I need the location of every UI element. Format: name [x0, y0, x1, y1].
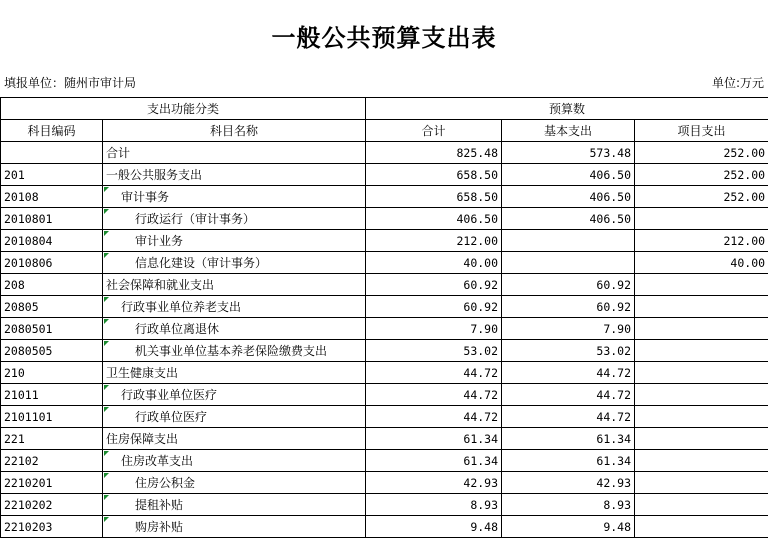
cell-name[interactable]: [103, 516, 366, 538]
cell-code[interactable]: [1, 340, 103, 362]
cell-total[interactable]: [366, 296, 502, 318]
table-row[interactable]: [1, 516, 768, 538]
cell-name-text: 行政事业单位医疗: [121, 388, 218, 402]
cell-project[interactable]: [635, 494, 768, 516]
cell-code-text: 22102: [4, 453, 39, 468]
cell-project[interactable]: [635, 406, 768, 428]
cell-project[interactable]: [635, 252, 768, 274]
cell-basic[interactable]: [502, 340, 635, 362]
cell-project[interactable]: [635, 318, 768, 340]
cell-total[interactable]: [366, 230, 502, 252]
cell-total[interactable]: [366, 274, 502, 296]
table-row[interactable]: [1, 252, 768, 274]
cell-basic-text: 42.93: [596, 475, 632, 490]
cell-name-text: 购房补贴: [135, 520, 184, 534]
cell-total[interactable]: [366, 208, 502, 230]
cell-name[interactable]: [103, 252, 366, 274]
cell-project-text: 252.00: [723, 167, 766, 182]
table-row[interactable]: [1, 164, 768, 186]
cell-total-text: 53.02: [463, 343, 499, 358]
cell-total-text: 60.92: [463, 299, 499, 314]
table-row[interactable]: [1, 230, 768, 252]
table-row[interactable]: [1, 450, 768, 472]
cell-comment-marker-icon: [104, 187, 109, 192]
cell-basic-text: 44.72: [596, 365, 632, 380]
cell-code[interactable]: [1, 318, 103, 340]
cell-comment-marker-icon: [104, 451, 109, 456]
cell-code[interactable]: [1, 362, 103, 384]
cell-total-text: 60.92: [463, 277, 499, 292]
cell-basic[interactable]: [502, 252, 635, 274]
cell-name-text: 住房改革支出: [121, 454, 194, 468]
cell-total-text: 7.90: [470, 321, 499, 336]
cell-comment-marker-icon: [104, 341, 109, 346]
cell-code-text: 208: [4, 277, 25, 292]
cell-project[interactable]: [635, 340, 768, 362]
cell-basic-text: 44.72: [596, 387, 632, 402]
cell-total[interactable]: [366, 450, 502, 472]
table-row[interactable]: [1, 472, 768, 494]
cell-total-text: 61.34: [463, 431, 499, 446]
table-row[interactable]: [1, 406, 768, 428]
cell-name-text: 信息化建设（审计事务）: [135, 256, 268, 270]
cell-total[interactable]: [366, 340, 502, 362]
cell-project[interactable]: [635, 230, 768, 252]
cell-basic[interactable]: [502, 208, 635, 230]
cell-name[interactable]: [103, 274, 366, 296]
cell-total[interactable]: [366, 142, 502, 164]
header-group-row: [1, 98, 768, 120]
cell-name[interactable]: [103, 384, 366, 406]
cell-code-text: 20805: [4, 299, 39, 314]
cell-code-text: 2010804: [4, 233, 53, 248]
cell-name[interactable]: [103, 494, 366, 516]
header-function-class: 支出功能分类: [1, 98, 366, 120]
cell-code[interactable]: [1, 384, 103, 406]
table-row[interactable]: [1, 208, 768, 230]
reporting-unit: 填报单位：随州市审计局: [4, 76, 137, 90]
cell-name[interactable]: [103, 362, 366, 384]
cell-basic[interactable]: [502, 296, 635, 318]
cell-project[interactable]: [635, 472, 768, 494]
cell-code[interactable]: [1, 296, 103, 318]
table-row[interactable]: [1, 494, 768, 516]
table-row[interactable]: [1, 340, 768, 362]
cell-comment-marker-icon: [104, 319, 109, 324]
cell-name-text: 机关事业单位基本养老保险缴费支出: [135, 344, 328, 358]
cell-basic-text: 44.72: [596, 409, 632, 424]
cell-basic[interactable]: [502, 516, 635, 538]
cell-basic-text: 61.34: [596, 453, 632, 468]
cell-code-text: 20108: [4, 189, 39, 204]
cell-basic-text: 8.93: [603, 497, 632, 512]
cell-total-text: 44.72: [463, 409, 499, 424]
cell-total[interactable]: [366, 384, 502, 406]
cell-code-text: 201: [4, 167, 25, 182]
money-unit: 单位:万元: [711, 76, 764, 90]
cell-basic[interactable]: [502, 186, 635, 208]
cell-basic-text: 61.34: [596, 431, 632, 446]
budget-table: [0, 97, 768, 538]
cell-basic[interactable]: [502, 230, 635, 252]
cell-code[interactable]: [1, 406, 103, 428]
cell-total[interactable]: [366, 318, 502, 340]
cell-basic-text: 60.92: [596, 299, 632, 314]
cell-name-text: 合计: [106, 146, 131, 160]
table-body: [1, 142, 768, 538]
table-row[interactable]: [1, 384, 768, 406]
cell-name[interactable]: [103, 472, 366, 494]
cell-name-text: 提租补贴: [135, 498, 184, 512]
cell-name-text: 社会保障和就业支出: [106, 278, 215, 292]
cell-total-text: 44.72: [463, 387, 499, 402]
cell-name[interactable]: [103, 208, 366, 230]
cell-code-text: 2080505: [4, 343, 53, 358]
cell-total[interactable]: [366, 362, 502, 384]
table-row[interactable]: [1, 186, 768, 208]
cell-basic-text: 406.50: [589, 167, 632, 182]
cell-code[interactable]: [1, 428, 103, 450]
cell-name[interactable]: [103, 340, 366, 362]
cell-code[interactable]: [1, 494, 103, 516]
cell-code-text: 2010806: [4, 255, 53, 270]
cell-name[interactable]: [103, 186, 366, 208]
table-row[interactable]: [1, 142, 768, 164]
cell-total-text: 44.72: [463, 365, 499, 380]
cell-code-text: 2080501: [4, 321, 53, 336]
cell-project[interactable]: [635, 296, 768, 318]
cell-basic[interactable]: [502, 142, 635, 164]
cell-project-text: 252.00: [723, 189, 766, 204]
cell-project-text: 252.00: [723, 145, 766, 160]
table-row[interactable]: [1, 274, 768, 296]
cell-total[interactable]: [366, 252, 502, 274]
cell-total-text: 61.34: [463, 453, 499, 468]
cell-name[interactable]: [103, 296, 366, 318]
page-title: 一般公共预算支出表: [271, 23, 497, 52]
cell-code-text: 210: [4, 365, 25, 380]
cell-name-text: 行政运行（审计事务）: [135, 212, 256, 226]
cell-comment-marker-icon: [104, 253, 109, 258]
cell-code-text: 2010801: [4, 211, 53, 226]
cell-project[interactable]: [635, 362, 768, 384]
cell-name-text: 卫生健康支出: [106, 366, 179, 380]
cell-comment-marker-icon: [104, 231, 109, 236]
cell-basic[interactable]: [502, 494, 635, 516]
header-project: 项目支出: [635, 120, 768, 142]
cell-project[interactable]: [635, 164, 768, 186]
cell-comment-marker-icon: [104, 517, 109, 522]
cell-name[interactable]: [103, 406, 366, 428]
cell-comment-marker-icon: [104, 407, 109, 412]
cell-basic[interactable]: [502, 384, 635, 406]
cell-total-text: 658.50: [456, 167, 499, 182]
table-row[interactable]: [1, 318, 768, 340]
cell-basic-text: 406.50: [589, 189, 632, 204]
cell-name[interactable]: [103, 318, 366, 340]
header-budget-amount: 预算数: [366, 98, 768, 120]
cell-code-text: 2210203: [4, 519, 53, 534]
cell-total-text: 42.93: [463, 475, 499, 490]
cell-code[interactable]: [1, 142, 103, 164]
cell-name-text: 行政单位离退休: [135, 322, 220, 336]
cell-project[interactable]: [635, 384, 768, 406]
cell-project[interactable]: [635, 142, 768, 164]
cell-code-text: 2210202: [4, 497, 53, 512]
cell-comment-marker-icon: [104, 297, 109, 302]
cell-total[interactable]: [366, 406, 502, 428]
cell-basic[interactable]: [502, 318, 635, 340]
cell-comment-marker-icon: [104, 495, 109, 500]
cell-total-text: 406.50: [456, 211, 499, 226]
cell-project[interactable]: [635, 208, 768, 230]
table-row[interactable]: [1, 362, 768, 384]
cell-code[interactable]: [1, 472, 103, 494]
cell-total[interactable]: [366, 516, 502, 538]
cell-project[interactable]: [635, 428, 768, 450]
cell-code-text: 221: [4, 431, 25, 446]
cell-code[interactable]: [1, 274, 103, 296]
cell-code[interactable]: [1, 186, 103, 208]
cell-comment-marker-icon: [104, 473, 109, 478]
cell-code-text: 21011: [4, 387, 39, 402]
cell-total-text: 9.48: [470, 519, 499, 534]
cell-total-text: 40.00: [463, 255, 499, 270]
cell-comment-marker-icon: [104, 209, 109, 214]
header-total: 合计: [366, 120, 502, 142]
cell-basic[interactable]: [502, 406, 635, 428]
cell-basic[interactable]: [502, 428, 635, 450]
cell-name-text: 一般公共服务支出: [106, 168, 203, 182]
cell-code[interactable]: [1, 450, 103, 472]
cell-basic[interactable]: [502, 472, 635, 494]
cell-project[interactable]: [635, 274, 768, 296]
cell-name-text: 住房公积金: [135, 476, 196, 490]
cell-total-text: 658.50: [456, 189, 499, 204]
cell-project-text: 40.00: [730, 255, 766, 270]
cell-basic-text: 9.48: [603, 519, 632, 534]
cell-code[interactable]: [1, 230, 103, 252]
cell-name[interactable]: [103, 450, 366, 472]
cell-basic-text: 7.90: [603, 321, 632, 336]
table-row[interactable]: [1, 428, 768, 450]
cell-total-text: 825.48: [456, 145, 499, 160]
cell-project-text: 212.00: [723, 233, 766, 248]
cell-name[interactable]: [103, 230, 366, 252]
cell-name-text: 行政事业单位养老支出: [121, 300, 242, 314]
cell-comment-marker-icon: [104, 385, 109, 390]
cell-name-text: 审计业务: [135, 234, 184, 248]
cell-basic-text: 53.02: [596, 343, 632, 358]
cell-project[interactable]: [635, 186, 768, 208]
cell-name-text: 审计事务: [121, 190, 170, 204]
cell-basic-text: 60.92: [596, 277, 632, 292]
cell-name[interactable]: [103, 428, 366, 450]
cell-name[interactable]: [103, 164, 366, 186]
cell-code[interactable]: [1, 164, 103, 186]
cell-code[interactable]: [1, 208, 103, 230]
header-basic: 基本支出: [502, 120, 635, 142]
cell-code-text: 2101101: [4, 409, 53, 424]
header-column-row: [1, 120, 768, 142]
cell-basic[interactable]: [502, 164, 635, 186]
cell-basic-text: 573.48: [589, 145, 632, 160]
cell-name[interactable]: [103, 142, 366, 164]
cell-project[interactable]: [635, 450, 768, 472]
cell-name-text: 行政单位医疗: [135, 410, 208, 424]
cell-total[interactable]: [366, 186, 502, 208]
cell-total[interactable]: [366, 164, 502, 186]
header-name: 科目名称: [103, 120, 366, 142]
cell-basic-text: 406.50: [589, 211, 632, 226]
cell-total[interactable]: [366, 472, 502, 494]
cell-code-text: 2210201: [4, 475, 53, 490]
cell-name-text: 住房保障支出: [106, 432, 179, 446]
cell-total-text: 8.93: [470, 497, 499, 512]
cell-code[interactable]: [1, 516, 103, 538]
cell-total-text: 212.00: [456, 233, 499, 248]
cell-basic[interactable]: [502, 450, 635, 472]
cell-basic[interactable]: [502, 362, 635, 384]
cell-total[interactable]: [366, 428, 502, 450]
cell-code[interactable]: [1, 252, 103, 274]
table-row[interactable]: [1, 296, 768, 318]
cell-total[interactable]: [366, 494, 502, 516]
cell-basic[interactable]: [502, 274, 635, 296]
header-code: 科目编码: [1, 120, 103, 142]
cell-project[interactable]: [635, 516, 768, 538]
